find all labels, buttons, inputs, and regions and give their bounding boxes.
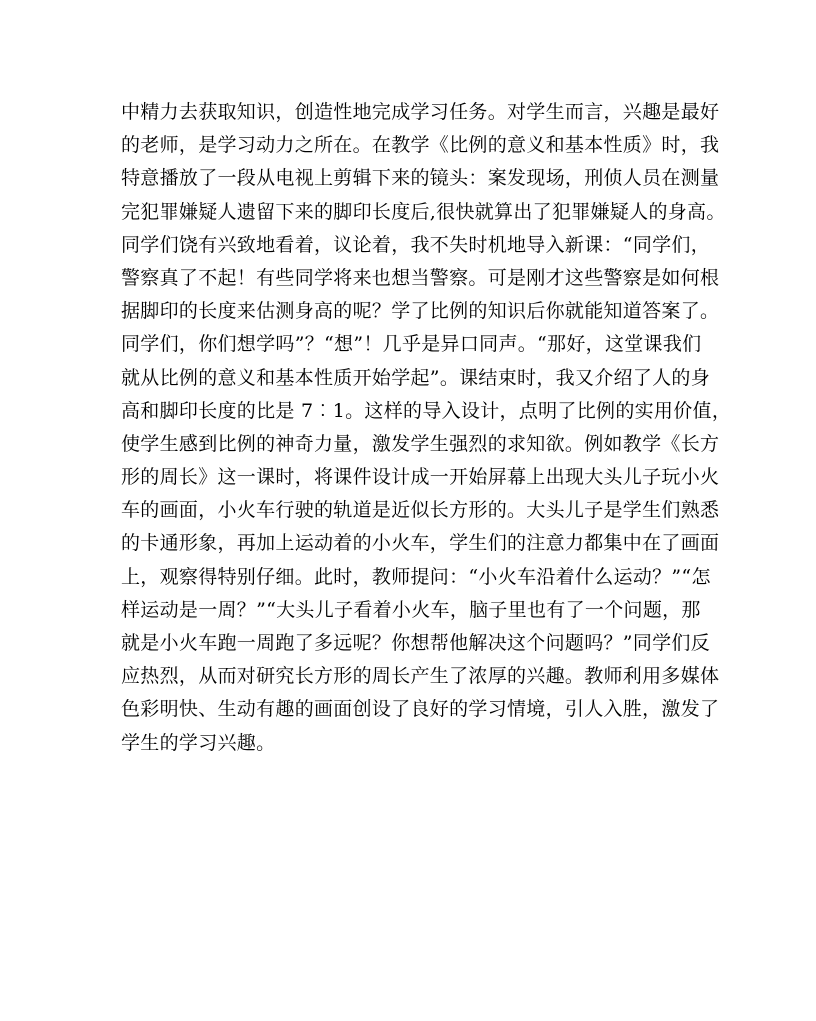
text-line: 就是小火车跑一周跑了多远呢？你想帮他解决这个问题吗？”同学们反	[121, 632, 711, 654]
text-line: 样运动是一周？”“大头儿子看着小火车，脑子里也有了一个问题，那	[121, 598, 701, 621]
text-line: 据脚印的长度来估测身高的呢？学了比例的知识后你就能知道答案了。	[121, 300, 720, 323]
text-line: 学生的学习兴趣。	[121, 731, 276, 754]
text-line: 形的周长》这一课时，将课件设计成一开始屏幕上出现大头儿子玩小火	[121, 466, 720, 489]
text-line: 色彩明快、生动有趣的画面创设了良好的学习情境，引人入胜，激发了	[121, 698, 720, 721]
text-line: 就从比例的意义和基本性质开始学起”。课结束时，我又介绍了人的身	[121, 366, 711, 389]
text-line: 的老师，是学习动力之所在。在教学《比例的意义和基本性质》时，我	[121, 134, 720, 157]
text-line: 同学们饶有兴致地看着，议论着，我不失时机地导入新课：“同学们，	[121, 233, 711, 256]
text-line: 特意播放了一段从电视上剪辑下来的镜头：案发现场，刑侦人员在测量	[121, 167, 720, 190]
text-line: 应热烈，从而对研究长方形的周长产生了浓厚的兴趣。教师利用多媒体	[121, 665, 720, 688]
text-line: 中精力去获取知识，创造性地完成学习任务。对学生而言，兴趣是最好	[121, 101, 720, 123]
text-line: 警察真了不起！有些同学将来也想当警察。可是刚才这些警察是如何根	[121, 266, 720, 289]
text-line: 完犯罪嫌疑人遗留下来的脚印长度后,很快就算出了犯罪嫌疑人的身高。	[121, 200, 726, 223]
text-line: 的卡通形象，再加上运动着的小火车，学生们的注意力都集中在了画面	[121, 532, 720, 555]
text-line: 使学生感到比例的神奇力量，激发学生强烈的求知欲。例如教学《长方	[121, 432, 720, 455]
text-line: 车的画面，小火车行驶的轨道是近似长方形的。大头儿子是学生们熟悉	[121, 499, 720, 522]
text-line: 同学们，你们想学吗”？“想”！几乎是异口同声。“那好，这堂课我们	[121, 333, 702, 356]
text-line: 上，观察得特别仔细。此时，教师提问：“小火车沿着什么运动？”“怎	[121, 565, 711, 588]
text-line: 高和脚印长度的比是 7︰1。这样的导入设计，点明了比例的实用价值，	[121, 399, 732, 422]
body-text	[121, 96, 732, 760]
